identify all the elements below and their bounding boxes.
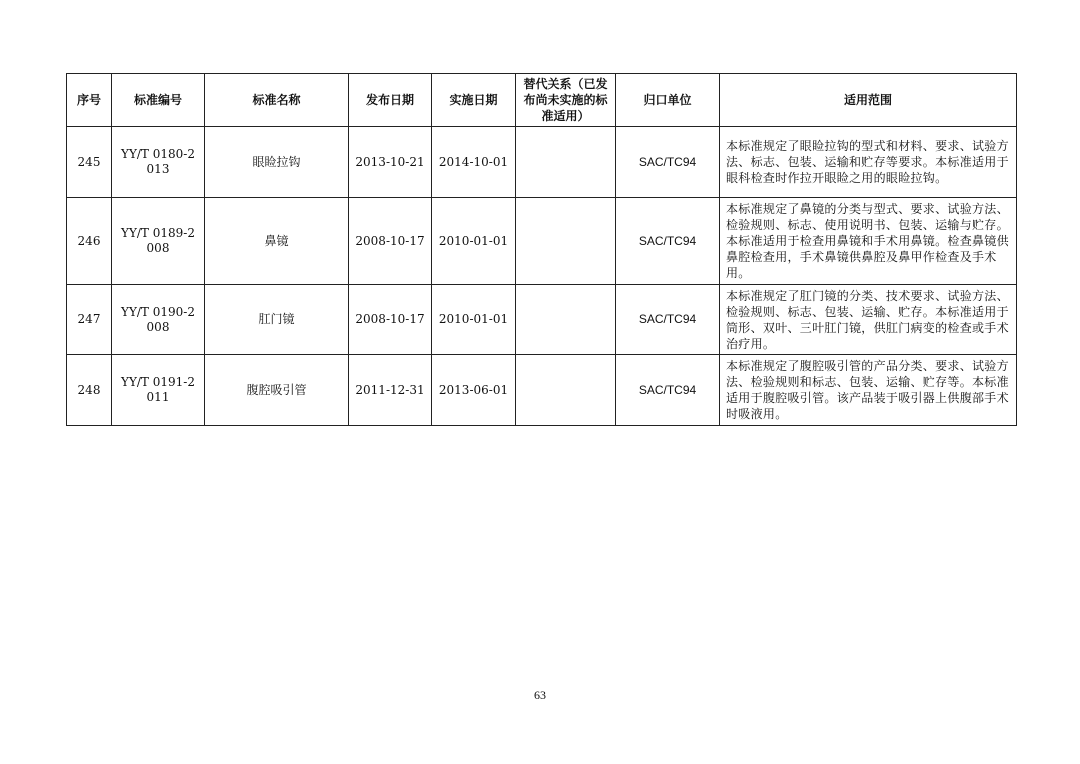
header-publish-date: 发布日期 — [349, 74, 432, 127]
row-no: 247 — [67, 285, 112, 355]
row-replacement — [516, 198, 616, 285]
header-row — [67, 74, 1017, 127]
row-name: 鼻镜 — [205, 198, 349, 285]
row-unit: SAC/TC94 — [616, 127, 720, 198]
page-number: 63 — [534, 688, 546, 702]
row-code: YY/T 0180-2 013 — [112, 127, 205, 198]
header-replacement: 替代关系（已发布尚未实施的标准适用） — [516, 74, 616, 127]
row-code: YY/T 0191-2 011 — [112, 355, 205, 426]
row-replacement — [516, 285, 616, 355]
row-scope: 本标准规定了肛门镜的分类、技术要求、试验方法、检验规则、标志、包装、运输、贮存。本标准适用于筒形、双叶、三叶肛门镜，供肛门病变的检查或手术治疗用。 — [720, 285, 1017, 355]
table-row — [67, 127, 1017, 198]
row-scope: 本标准规定了眼睑拉钩的型式和材料、要求、试验方法、标志、包装、运输和贮存等要求。本标准适用于眼科检查时作拉开眼睑之用的眼睑拉钩。 — [720, 127, 1017, 198]
row-unit: SAC/TC94 — [616, 285, 720, 355]
row-scope: 本标准规定了腹腔吸引管的产品分类、要求、试验方法、检验规则和标志、包装、运输、贮存等。本标准适用于腹腔吸引管。该产品装于吸引器上供腹部手术时吸液用。 — [720, 355, 1017, 426]
row-implement-date: 2010-01-01 — [432, 285, 516, 355]
header-implement-date: 实施日期 — [432, 74, 516, 127]
header-code: 标准编号 — [112, 74, 205, 127]
header-name: 标准名称 — [205, 74, 349, 127]
row-no: 248 — [67, 355, 112, 426]
header-no: 序号 — [67, 74, 112, 127]
table-row — [67, 198, 1017, 285]
header-unit: 归口单位 — [616, 74, 720, 127]
row-publish-date: 2011-12-31 — [349, 355, 432, 426]
row-no: 246 — [67, 198, 112, 285]
header-scope: 适用范围 — [720, 74, 1017, 127]
standards-table — [66, 73, 1017, 426]
row-code: YY/T 0190-2 008 — [112, 285, 205, 355]
row-replacement — [516, 127, 616, 198]
table-row — [67, 285, 1017, 355]
row-replacement — [516, 355, 616, 426]
row-name: 眼睑拉钩 — [205, 127, 349, 198]
row-name: 腹腔吸引管 — [205, 355, 349, 426]
row-no: 245 — [67, 127, 112, 198]
row-unit: SAC/TC94 — [616, 198, 720, 285]
table-row — [67, 355, 1017, 426]
row-implement-date: 2013-06-01 — [432, 355, 516, 426]
row-unit: SAC/TC94 — [616, 355, 720, 426]
row-implement-date: 2014-10-01 — [432, 127, 516, 198]
row-implement-date: 2010-01-01 — [432, 198, 516, 285]
row-scope: 本标准规定了鼻镜的分类与型式、要求、试验方法、检验规则、标志、使用说明书、包装、运输与贮存。本标准适用于检查用鼻镜和手术用鼻镜。检查鼻镜供鼻腔检查用，手术鼻镜供鼻腔及鼻甲作检查及手术用。 — [720, 198, 1017, 285]
row-code: YY/T 0189-2 008 — [112, 198, 205, 285]
row-publish-date: 2008-10-17 — [349, 285, 432, 355]
row-name: 肛门镜 — [205, 285, 349, 355]
row-publish-date: 2013-10-21 — [349, 127, 432, 198]
row-publish-date: 2008-10-17 — [349, 198, 432, 285]
